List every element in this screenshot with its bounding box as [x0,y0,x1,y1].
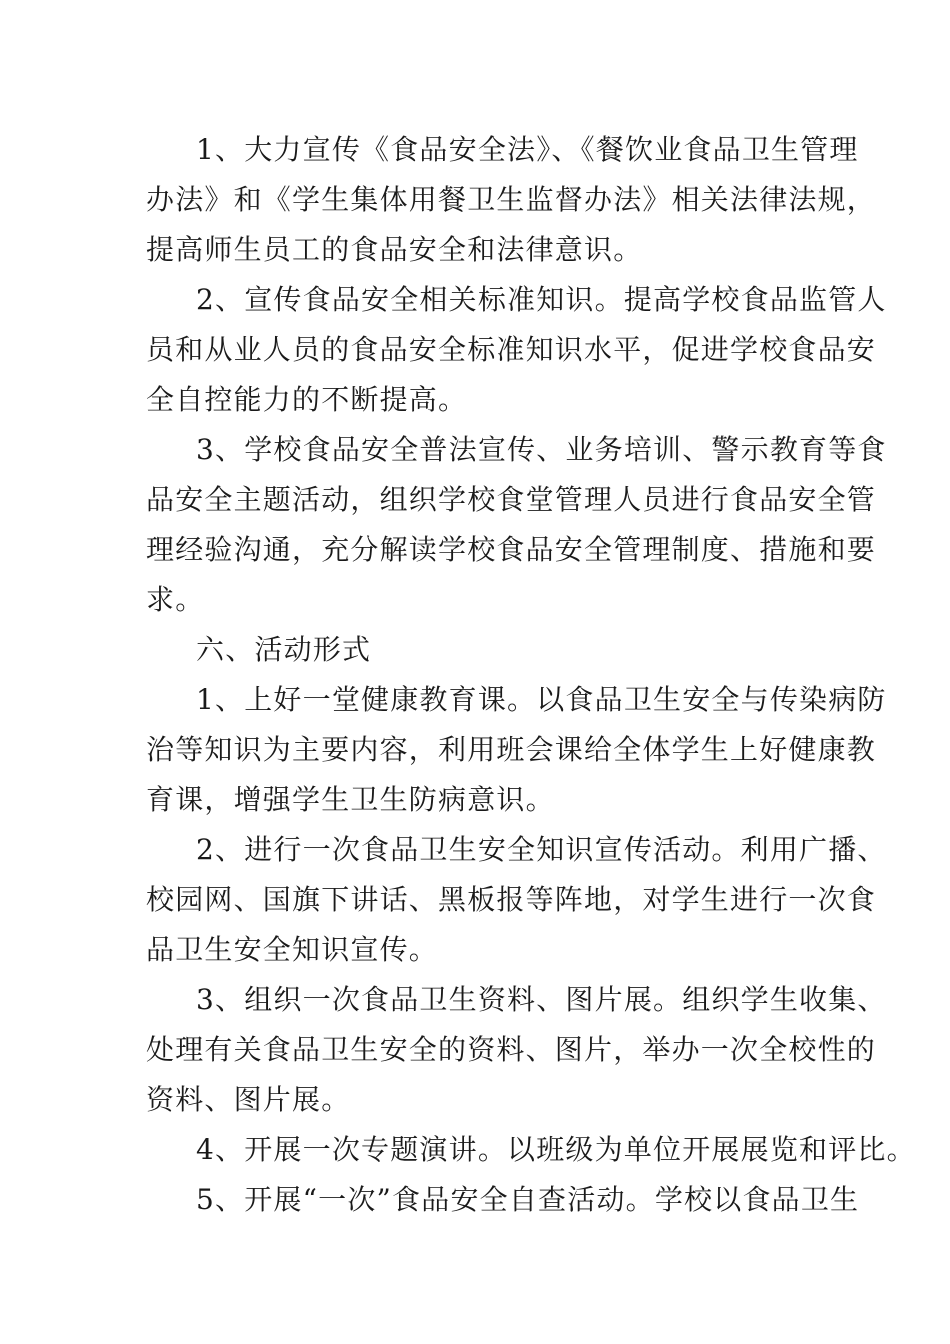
paragraph-1-line-3: 提高师生员工的食品安全和法律意识。 [146,233,643,266]
paragraph-3-line-2: 品安全主题活动，组织学校食堂管理人员进行食品安全管 [146,483,877,516]
paragraph-7-line-1: 4、开展一次专题演讲。以班级为单位开展展览和评比。 [196,1133,916,1166]
paragraph-3-line-3: 理经验沟通，充分解读学校食品安全管理制度、措施和要 [146,533,877,566]
paragraph-5-line-3: 品卫生安全知识宣传。 [146,933,439,966]
paragraph-8-line-1: 5、开展“一次”食品安全自查活动。学校以食品卫生 [196,1183,860,1216]
paragraph-5-line-2: 校园网、国旗下讲话、黑板报等阵地，对学生进行一次食 [146,883,877,916]
paragraph-4-line-3: 育课，增强学生卫生防病意识。 [146,783,555,816]
paragraph-5-line-1: 2、进行一次食品卫生安全知识宣传活动。利用广播、 [196,833,887,866]
paragraph-2-line-2: 员和从业人员的食品安全标准知识水平，促进学校食品安 [146,333,877,366]
paragraph-6-line-3: 资料、图片展。 [146,1083,351,1116]
paragraph-3-line-1: 3、学校食品安全普法宣传、业务培训、警示教育等食 [196,433,887,466]
paragraph-4-line-2: 治等知识为主要内容，利用班会课给全体学生上好健康教 [146,733,877,766]
paragraph-1-line-1: 1、大力宣传《食品安全法》、《餐饮业食品卫生管理 [196,133,859,166]
paragraph-2-line-1: 2、宣传食品安全相关标准知识。提高学校食品监管人 [196,283,887,316]
section-heading-activity-forms: 六、活动形式 [196,633,372,666]
paragraph-6-line-2: 处理有关食品卫生安全的资料、图片，举办一次全校性的 [146,1033,877,1066]
paragraph-1-line-2: 办法》和《学生集体用餐卫生监督办法》相关法律法规， [146,183,877,216]
paragraph-6-line-1: 3、组织一次食品卫生资料、图片展。组织学生收集、 [196,983,887,1016]
paragraph-2-line-3: 全自控能力的不断提高。 [146,383,468,416]
paragraph-3-line-4: 求。 [146,583,205,616]
paragraph-4-line-1: 1、上好一堂健康教育课。以食品卫生安全与传染病防 [196,683,887,716]
